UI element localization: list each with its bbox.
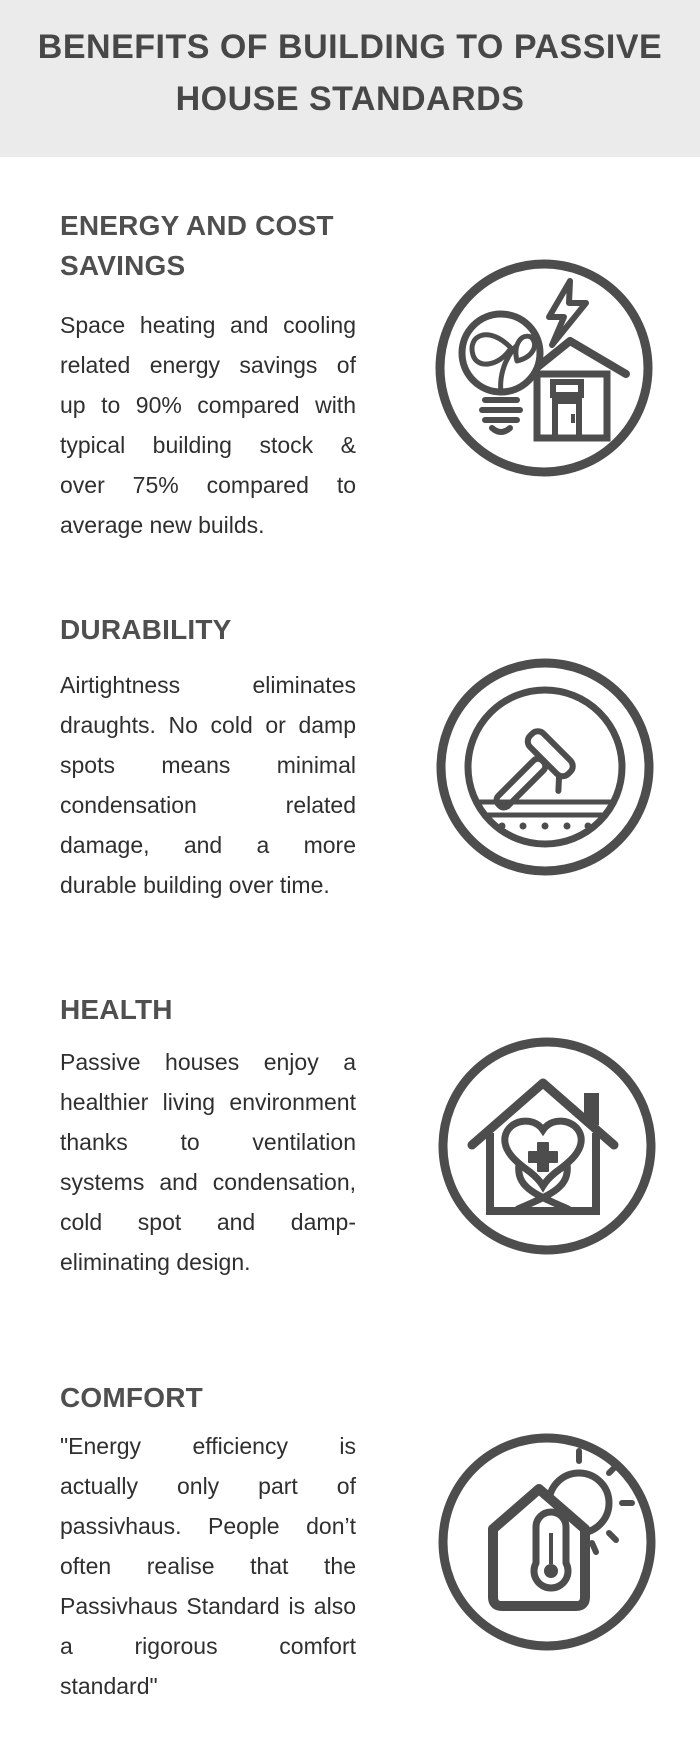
body-line: passivhaus. People don’t [60, 1513, 356, 1539]
body-line: systems and condensation, [60, 1169, 356, 1195]
body-line: condensation related [60, 792, 356, 818]
body-line: Passive houses enjoy a [60, 1049, 356, 1075]
body-line: related energy savings of [60, 352, 356, 378]
house-thermometer-sun-icon [432, 1427, 662, 1657]
body-line: spots means minimal [60, 752, 356, 778]
body-line: typical building stock & [60, 432, 356, 458]
body-line: over 75% compared to [60, 472, 356, 498]
section-health [60, 990, 356, 1282]
body-line: Space heating and cooling [60, 312, 356, 338]
section-durability [60, 610, 356, 905]
page-title-line-2: HOUSE STANDARDS [175, 80, 525, 118]
header-band [0, 0, 700, 157]
body-line: eliminating design. [60, 1249, 251, 1275]
body-line: average new builds. [60, 512, 265, 538]
section-heading: DURABILITY [60, 614, 232, 645]
body-line: often realise that the [60, 1553, 356, 1579]
body-line: durable building over time. [60, 872, 330, 898]
body-line: draughts. No cold or damp [60, 712, 356, 738]
body-line: damage, and a more [60, 832, 356, 858]
section-heading: ENERGY AND COST SAVINGS [60, 210, 334, 281]
body-line: Passivhaus Standard is also [60, 1593, 356, 1619]
page-title-line-1: BENEFITS OF BUILDING TO PASSIVE [37, 28, 663, 66]
body-line: "Energy efficiency is [60, 1433, 356, 1459]
section-body [60, 665, 356, 905]
body-line: up to 90% compared with [60, 392, 356, 418]
body-line: thanks to ventilation [60, 1129, 356, 1155]
body-line: standard" [60, 1673, 158, 1699]
page-title [0, 0, 700, 125]
section-heading: COMFORT [60, 1382, 203, 1413]
section-body [60, 1042, 356, 1282]
section-heading: HEALTH [60, 994, 173, 1025]
body-line: a rigorous comfort [60, 1633, 356, 1659]
body-line: cold spot and damp- [60, 1209, 356, 1235]
body-line: actually only part of [60, 1473, 356, 1499]
house-heart-medical-cross-icon [432, 1031, 662, 1261]
section-body [60, 305, 356, 545]
section-body [60, 1426, 356, 1706]
energy-lightbulb-house-icon [429, 253, 659, 483]
body-line: healthier living environment [60, 1089, 356, 1115]
hammer-foundation-icon [430, 652, 660, 882]
section-comfort [60, 1378, 356, 1706]
body-line: Airtightness eliminates [60, 672, 356, 698]
section-energy-and-cost-savings [60, 206, 356, 545]
